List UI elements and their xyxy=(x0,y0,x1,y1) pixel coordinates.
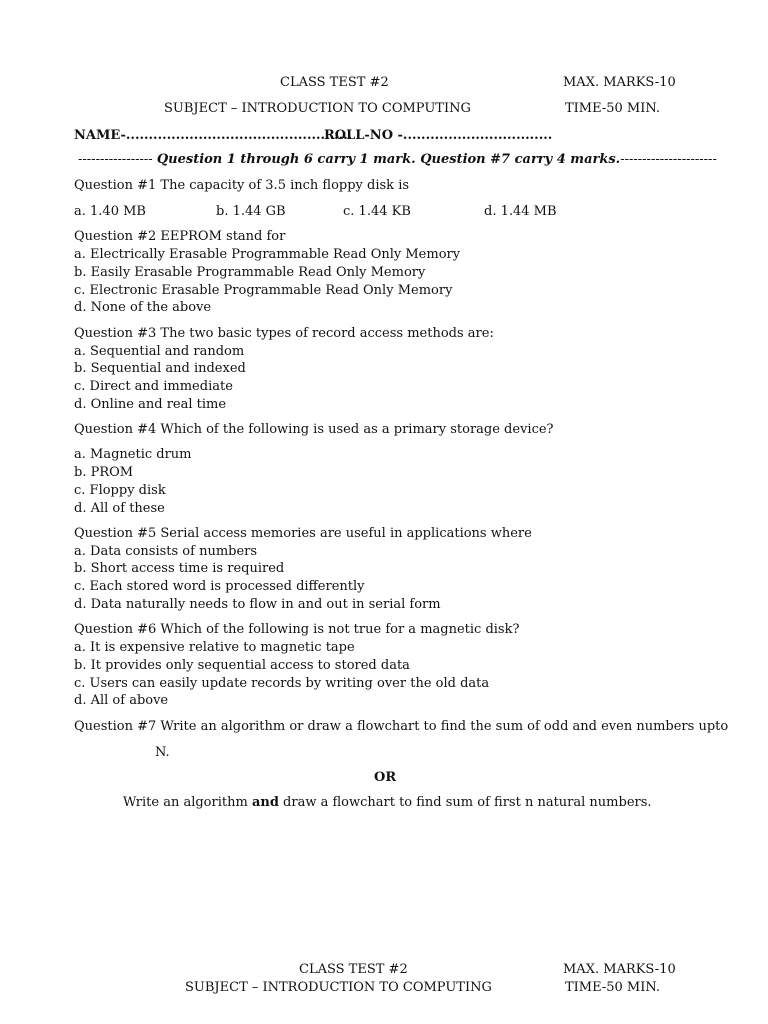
or-separator: OR xyxy=(374,770,397,785)
q5-option-d: d. Data naturally needs to flow in and out in serial form xyxy=(74,597,441,612)
q5-option-b: b. Short access time is required xyxy=(74,561,285,576)
q4-option-d: d. All of these xyxy=(74,501,165,516)
q4-option-b: b. PROM xyxy=(74,465,134,480)
test-title: CLASS TEST #2 xyxy=(280,75,389,90)
instruction-right-dashes: ---------------------- xyxy=(620,152,717,167)
time-limit: TIME-50 MIN. xyxy=(565,101,661,116)
q5-option-a: a. Data consists of numbers xyxy=(74,544,258,559)
q5-option-c: c. Each stored word is processed differently xyxy=(74,579,365,594)
q2-option-c: c. Electronic Erasable Programmable Read Only Memory xyxy=(74,283,453,298)
q6-option-d: d. All of above xyxy=(74,693,169,708)
q3-option-a: a. Sequential and random xyxy=(74,344,245,359)
q4-option-a: a. Magnetic drum xyxy=(74,447,192,462)
q6-option-a: a. It is expensive relative to magnetic tape xyxy=(74,640,355,655)
q1-option-a: a. 1.40 MB xyxy=(74,204,146,219)
q3-option-b: b. Sequential and indexed xyxy=(74,361,246,376)
question-6: Question #6 Which of the following is not true for a magnetic disk? xyxy=(74,622,520,637)
q1-option-c: c. 1.44 KB xyxy=(343,204,411,219)
instruction-left-dashes: ----------------- xyxy=(78,152,153,167)
question-3: Question #3 The two basic types of record access methods are: xyxy=(74,326,494,341)
name-field-label: NAME-.................................................. xyxy=(74,128,353,143)
roll-no-field-label: ROLL-NO -................................. xyxy=(324,128,553,143)
q6-option-c: c. Users can easily update records by writing over the old data xyxy=(74,676,490,691)
q2-option-b: b. Easily Erasable Programmable Read Only Memory xyxy=(74,265,426,280)
instruction-text: Question 1 through 6 carry 1 mark. Question #7 carry 4 marks. xyxy=(156,152,621,167)
subject-line: SUBJECT – INTRODUCTION TO COMPUTING xyxy=(164,101,471,116)
alt-prefix: Write an algorithm xyxy=(123,795,252,810)
question-7-alternative xyxy=(123,794,652,811)
q3-option-d: d. Online and real time xyxy=(74,397,227,412)
question-7-continuation: N. xyxy=(155,745,170,760)
q6-option-b: b. It provides only sequential access to stored data xyxy=(74,658,410,673)
q3-option-c: c. Direct and immediate xyxy=(74,379,233,394)
question-5: Question #5 Serial access memories are useful in applications where xyxy=(74,526,532,541)
question-1: Question #1 The capacity of 3.5 inch floppy disk is xyxy=(74,178,410,193)
question-4: Question #4 Which of the following is used as a primary storage device? xyxy=(74,422,554,437)
max-marks: MAX. MARKS-10 xyxy=(563,75,676,90)
footer-max-marks: MAX. MARKS-10 xyxy=(563,962,676,977)
question-7: Question #7 Write an algorithm or draw a flowchart to find the sum of odd and even numbers upto xyxy=(74,719,729,734)
footer-subject-line: SUBJECT – INTRODUCTION TO COMPUTING xyxy=(185,980,492,995)
footer-test-title: CLASS TEST #2 xyxy=(299,962,408,977)
question-2: Question #2 EEPROM stand for xyxy=(74,229,286,244)
q1-option-b: b. 1.44 GB xyxy=(216,204,286,219)
alt-suffix: draw a flowchart to find sum of first n natural numbers. xyxy=(278,795,652,810)
q2-option-d: d. None of the above xyxy=(74,300,212,315)
q1-option-d: d. 1.44 MB xyxy=(484,204,557,219)
q4-option-c: c. Floppy disk xyxy=(74,483,166,498)
marks-instruction xyxy=(78,151,717,168)
q2-option-a: a. Electrically Erasable Programmable Read Only Memory xyxy=(74,247,461,262)
footer-time-limit: TIME-50 MIN. xyxy=(565,980,661,995)
alt-bold-and: and xyxy=(251,795,279,810)
